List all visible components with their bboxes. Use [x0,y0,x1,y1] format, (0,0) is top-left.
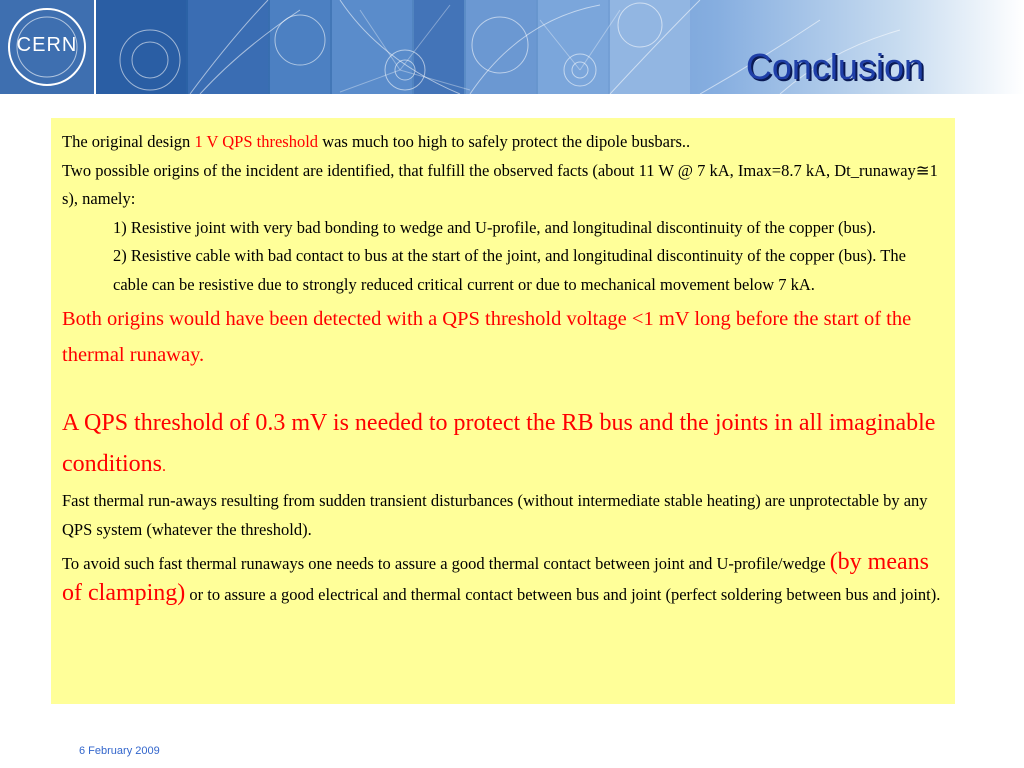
paragraph-text: To avoid such fast thermal runaways one needs to assure a good thermal contact between joint and U-profile/wedge [62,554,830,573]
threshold-period: . [162,458,166,475]
cern-logo [0,0,96,94]
paragraph-original-design [62,128,944,157]
paragraph-origins: Two possible origins of the incident are identified, that fulfill the observed facts (about 11 W @ 7 kA, Imax=8.7 kA, Dt_runaway≅1 s), namely: [62,160,938,208]
paragraph-qps-threshold [62,403,944,487]
threshold-text: A QPS threshold of 0.3 mV is needed to protect the RB bus and the joints in all imaginable conditions [62,410,936,477]
highlight-text: 1 V QPS threshold [194,132,319,151]
paragraph-text: or to assure a good electrical and thermal contact between bus and joint (perfect soldering between bus and joint). [185,584,941,604]
paragraph-fast-runaways: Fast thermal run-aways resulting from sudden transient disturbances (without intermediate stable heating) are unprotectable by any QPS system (whatever the threshold). [62,491,928,539]
content-box [51,118,955,704]
paragraph-both-origins: Both origins would have been detected with a QPS threshold voltage <1 mV long before the start of the thermal runaway. [62,308,912,366]
footer-date: 6 February 2009 [79,745,160,757]
cern-logo-text: CERN [16,34,78,56]
header-banner [0,0,1024,94]
paragraph-avoid-runaways [62,548,944,609]
list-item-2: 2) Resistive cable with bad contact to bus at the start of the joint, and longitudinal discontinuity of the copper (bus). The cable can be resistive due to strongly reduced critical current or due to mechanical movement below 7 kA. [113,246,906,294]
paragraph-text: was much too high to safely protect the dipole busbars.. [318,132,691,151]
highlight-text: (by means of clamping) [62,549,929,606]
list-item-1: 1) Resistive joint with very bad bonding to wedge and U-profile, and longitudinal discontinuity of the copper (bus). [113,217,876,237]
paragraph-text: The original design [62,132,195,151]
slide-title: Conclusion [745,46,924,87]
